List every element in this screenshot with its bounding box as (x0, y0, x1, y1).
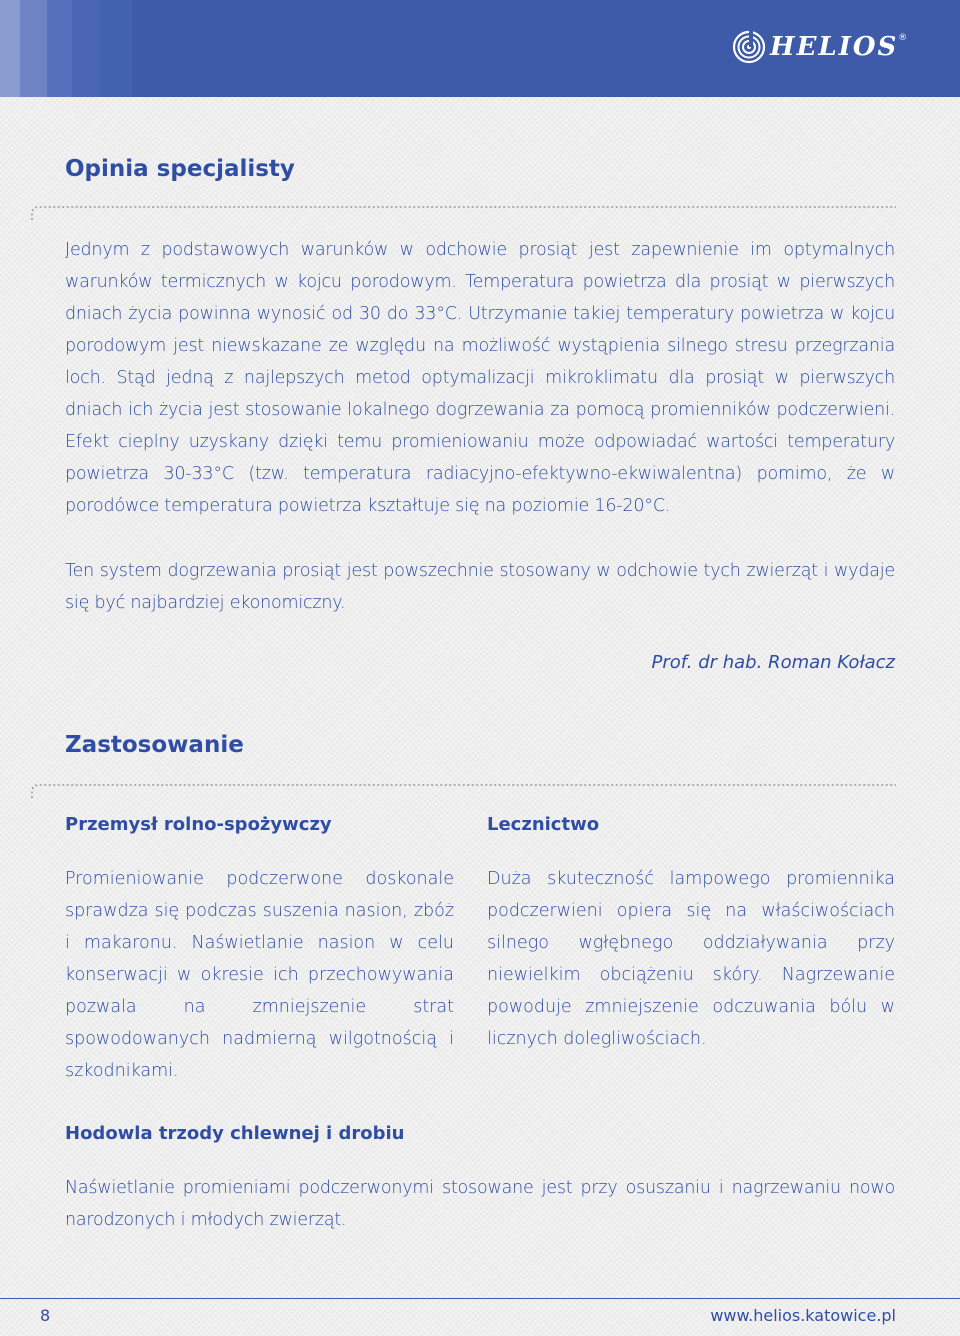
header-stripe (100, 0, 132, 97)
header-stripe (47, 0, 72, 97)
header-stripe (0, 0, 20, 97)
application-title: Zastosowanie (65, 732, 244, 758)
page-header (0, 0, 960, 97)
food-industry-text: Promieniowanie podczerwone doskonale sprawdza się podczas suszenia nasion, zbóż i makaronu. Naświetlanie nasion w celu konserwacji w okresie ich przechowywania pozwala na zmniejszenie strat spowodowanych nadmierną wilgotnością i szkodnikami. (65, 869, 454, 1081)
header-stripe (72, 0, 100, 97)
medicine-text: Duża skuteczność lampowego promiennika podczerwieni opiera się na właściwościach silnego wgłębnego oddziaływania przy niewielkim obciążeniu skóry. Nagrzewanie powoduje zmniejszenie odczuwania bólu w licznych dolegliwościach. (487, 869, 895, 1049)
opinion-title: Opinia specjalisty (65, 156, 295, 182)
opinion-paragraph: Jednym z podstawowych warunków w odchowie prosiąt jest zapewnienie im optymalnych warunków termicznych w kojcu porodowym. Temperatura powietrza dla prosiąt w pierwszych dniach życia powinna wynosić od 30 do 33°C. Utrzymanie takiej temperatury powietrza w kojcu porodowym jest niewskazane ze względu na możliwość wystąpienia silnego stresu przegrzania loch. Stąd jedną z najlepszych metod optymalizacji mikroklimatu dla prosiąt w pierwszych dniach ich życia jest stosowanie lokalnego dogrzewania za pomocą promienników podczerwieni. Efekt cieplny uzyskany dzięki temu promieniowaniu może odpowiadać wartości temperatury powietrza 30-33°C (tzw. temperatura radiacyjno-efektywno-ekwiwalentna) pomimo, że w porodówce temperatura powietrza kształtuje się na poziomie 16-20°C. (65, 240, 895, 516)
section-divider (31, 784, 896, 798)
registered-mark: ® (898, 33, 908, 43)
section-divider (31, 206, 896, 220)
food-industry-title: Przemysł rolno-spożywczy (65, 814, 332, 835)
livestock-title: Hodowla trzody chlewnej i drobiu (65, 1123, 405, 1144)
helios-logo (732, 29, 907, 65)
opinion-paragraph: Ten system dogrzewania prosiąt jest powszechnie stosowany w odchowie tych zwierząt i wydaje się być najbardziej ekonomiczny. (65, 561, 895, 613)
livestock-text: Naświetlanie promieniami podczerwonymi stosowane jest przy osuszaniu i nagrzewaniu nowo narodzonych i młodych zwierząt. (65, 1178, 895, 1230)
website-link[interactable]: www.helios.katowice.pl (710, 1306, 896, 1325)
helios-spiral-icon (732, 30, 766, 64)
opinion-signature: Prof. dr hab. Roman Kołacz (651, 652, 895, 673)
footer-divider (0, 1298, 960, 1299)
brand-name: HELIOS (770, 32, 899, 62)
header-stripe (20, 0, 47, 97)
medicine-title: Lecznictwo (487, 814, 600, 835)
page-number: 8 (40, 1306, 51, 1325)
